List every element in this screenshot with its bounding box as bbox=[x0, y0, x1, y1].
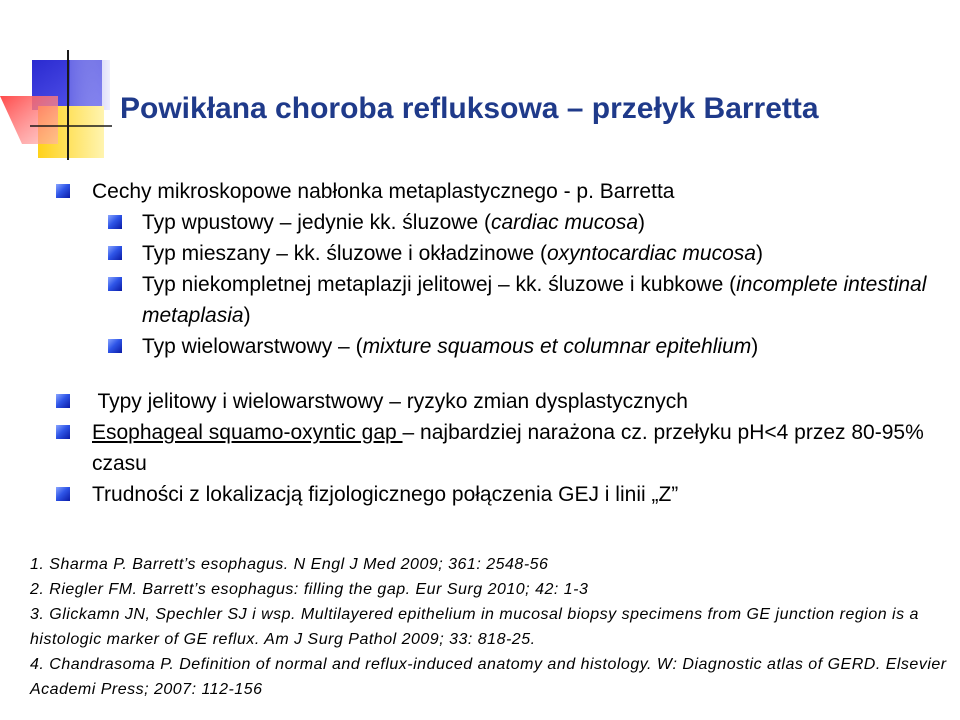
bullet-text: – najbardziej narażona cz. przełyku pH<4 przez 80-95% czasu bbox=[92, 421, 924, 475]
bullet-icon bbox=[108, 339, 122, 353]
bullet-italic-term: mixture squamous et columnar epitehlium bbox=[362, 335, 752, 358]
bullet-icon bbox=[56, 487, 70, 501]
bullet-suffix: ) bbox=[638, 211, 646, 234]
bullet-item-microscopic bbox=[56, 176, 946, 207]
sub-bullet-mixed bbox=[106, 238, 946, 269]
corner-decoration-graphic bbox=[0, 0, 120, 170]
bullet-italic-term: incomplete intestinal metaplasia bbox=[142, 273, 927, 327]
bullet-icon bbox=[56, 184, 70, 198]
bullet-text: Typ wpustowy – jedynie kk. śluzowe ( bbox=[142, 211, 491, 234]
bullet-italic-term: cardiac mucosa bbox=[490, 211, 639, 234]
slide-title: Powikłana choroba refluksowa – przełyk Barretta bbox=[120, 92, 819, 125]
bullet-text: Typy jelitowy i wielowarstwowy – ryzyko zmian dysplastycznych bbox=[92, 390, 688, 413]
bullet-text: Typ wielowarstwowy – ( bbox=[142, 335, 363, 358]
bullet-item-dysplasia-risk bbox=[56, 386, 946, 417]
reference-item: 1. Sharma P. Barrett’s esophagus. N Engl J Med 2009; 361: 2548-56 bbox=[30, 556, 549, 573]
corner-decoration bbox=[0, 0, 120, 170]
bullet-text: Cechy mikroskopowe nabłonka metaplastycznego - p. Barretta bbox=[92, 180, 675, 203]
bullet-text: Trudności z lokalizacją fizjologicznego połączenia GEJ i linii „Z” bbox=[92, 483, 679, 506]
bullet-icon bbox=[108, 277, 122, 291]
bullet-suffix: ) bbox=[755, 242, 763, 265]
bullet-suffix: ) bbox=[751, 335, 759, 358]
reference-item: 3. Glickamn JN, Spechler SJ i wsp. Multilayered epithelium in mucosal biopsy specimens from GE junction region is a histologic marker of GE reflux. Am J Surg Pathol 2009; 33: 818-25. bbox=[30, 606, 919, 648]
bullet-item-oxyntic-gap bbox=[56, 417, 946, 479]
references bbox=[30, 552, 955, 702]
deco-red-shape bbox=[0, 96, 58, 144]
bullet-item-gej-localization bbox=[56, 479, 946, 510]
bullet-icon bbox=[108, 215, 122, 229]
bullet-italic-term: oxyntocardiac mucosa bbox=[547, 242, 756, 265]
reference-item: 4. Chandrasoma P. Definition of normal and reflux-induced anatomy and histology. W: Diagnostic atlas of GERD. Elsevier Academi Press; 2007: 112-156 bbox=[30, 656, 947, 698]
sub-bullet-multilayered bbox=[106, 331, 946, 362]
sub-bullet-intestinal bbox=[106, 269, 946, 331]
bullet-underlined-term: Esophageal squamo-oxyntic gap bbox=[92, 421, 403, 444]
sub-bullet-cardiac bbox=[106, 207, 946, 238]
bullet-suffix: ) bbox=[243, 304, 251, 327]
bullet-text: Typ mieszany – kk. śluzowe i okładzinowe ( bbox=[142, 242, 547, 265]
deco-blue-fade bbox=[70, 60, 110, 110]
bullet-icon bbox=[56, 394, 70, 408]
bullet-icon bbox=[56, 425, 70, 439]
bullet-text: Typ niekompletnej metaplazji jelitowej – kk. śluzowe i kubkowe ( bbox=[142, 273, 737, 296]
bullet-list bbox=[56, 176, 946, 510]
reference-item: 2. Riegler FM. Barrett’s esophagus: filling the gap. Eur Surg 2010; 42: 1-3 bbox=[30, 581, 589, 598]
bullet-icon bbox=[108, 246, 122, 260]
